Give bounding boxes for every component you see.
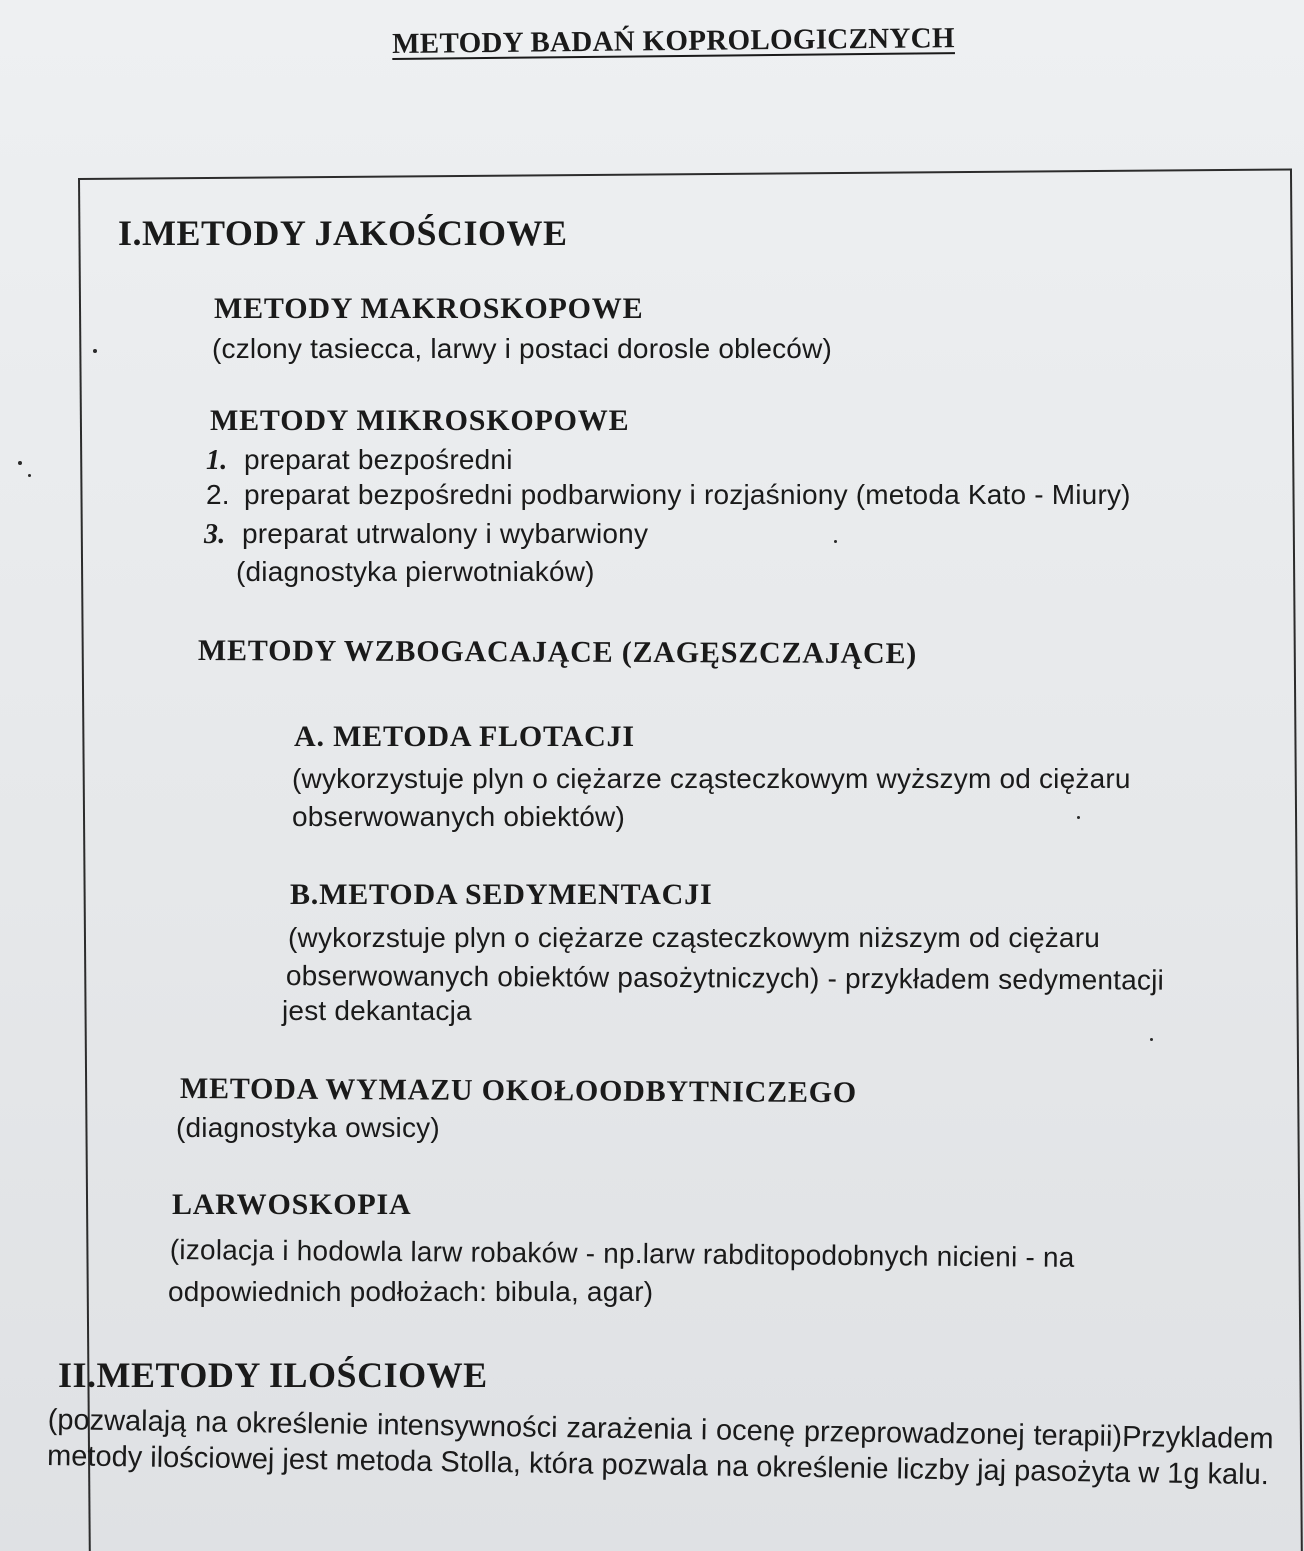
micro-item-3: [204, 518, 648, 551]
micro-item-3-number: 3.: [204, 519, 226, 550]
swab-note: (diagnostyka owsicy): [176, 1112, 440, 1143]
section2-heading: II.METODY ILOŚCIOWE: [58, 1355, 488, 1395]
micro-item-3-text: preparat utrwalony i wybarwiony: [242, 518, 649, 549]
sedimentation-line-1: (wykorzstuje plyn o ciężarze cząsteczkowym niższym od ciężaru: [288, 922, 1101, 953]
paper-speck: [1150, 1038, 1153, 1041]
paper-speck: [28, 474, 31, 477]
macro-note: (czlony tasiecca, larwy i postaci dorosle obleców): [212, 333, 833, 364]
paper-speck: [93, 349, 97, 353]
content-frame: [78, 168, 1303, 1551]
flotation-heading: A. METODA FLOTACJI: [294, 720, 635, 753]
paper-speck: [18, 461, 22, 465]
larvoscopy-heading: LARWOSKOPIA: [172, 1188, 412, 1221]
micro-item-1: [206, 444, 513, 477]
sedimentation-line-2: obserwowanych obiektów pasożytniczych) - przykładem sedymentacji: [285, 960, 1165, 996]
paper-speck: [1077, 816, 1080, 819]
micro-item-1-text: preparat bezpośredni: [244, 444, 513, 475]
micro-item-2: [206, 479, 1131, 511]
micro-item-2-text: preparat bezpośredni podbarwiony i rozjaśniony (metoda Kato - Miury): [244, 479, 1131, 510]
section2-paragraph: (pozwalają na określenie intensywności zarażenia i ocenę przeprowadzonej terapii)Przykladem metody ilościowej jest metoda Stolla, która pozwala na określenie liczby jaj pasożyta w 1g kalu.: [46, 1403, 1274, 1492]
micro-heading: METODY MIKROSKOPOWE: [210, 404, 630, 437]
document-title: METODY BADAŃ KOPROLOGICZNYCH: [392, 22, 955, 60]
macro-heading: METODY MAKROSKOPOWE: [214, 292, 644, 325]
flotation-line-1: (wykorzystuje plyn o ciężarze cząsteczkowym wyższym od ciężaru: [292, 763, 1131, 794]
micro-item-2-number: 2.: [206, 479, 230, 510]
sedimentation-line-3: jest dekantacja: [282, 995, 472, 1026]
flotation-line-2: obserwowanych obiektów): [292, 801, 625, 832]
larvoscopy-line-1: (izolacja i hodowla larw robaków - np.larw rabditopodobnych nicieni - na: [169, 1234, 1075, 1273]
sedimentation-heading: B.METODA SEDYMENTACJI: [290, 878, 713, 911]
section1-heading: I.METODY JAKOŚCIOWE: [118, 213, 568, 253]
micro-item-1-number: 1.: [206, 445, 228, 476]
enrich-heading: METODY WZBOGACAJĄCE (ZAGĘSZCZAJĄCE): [197, 634, 918, 671]
swab-heading: METODA WYMAZU OKOŁOODBYTNICZEGO: [179, 1072, 858, 1110]
larvoscopy-line-2: odpowiednich podłożach: bibula, agar): [168, 1276, 654, 1307]
paper-speck: [834, 540, 837, 543]
micro-item-3-note: (diagnostyka pierwotniaków): [236, 556, 595, 587]
